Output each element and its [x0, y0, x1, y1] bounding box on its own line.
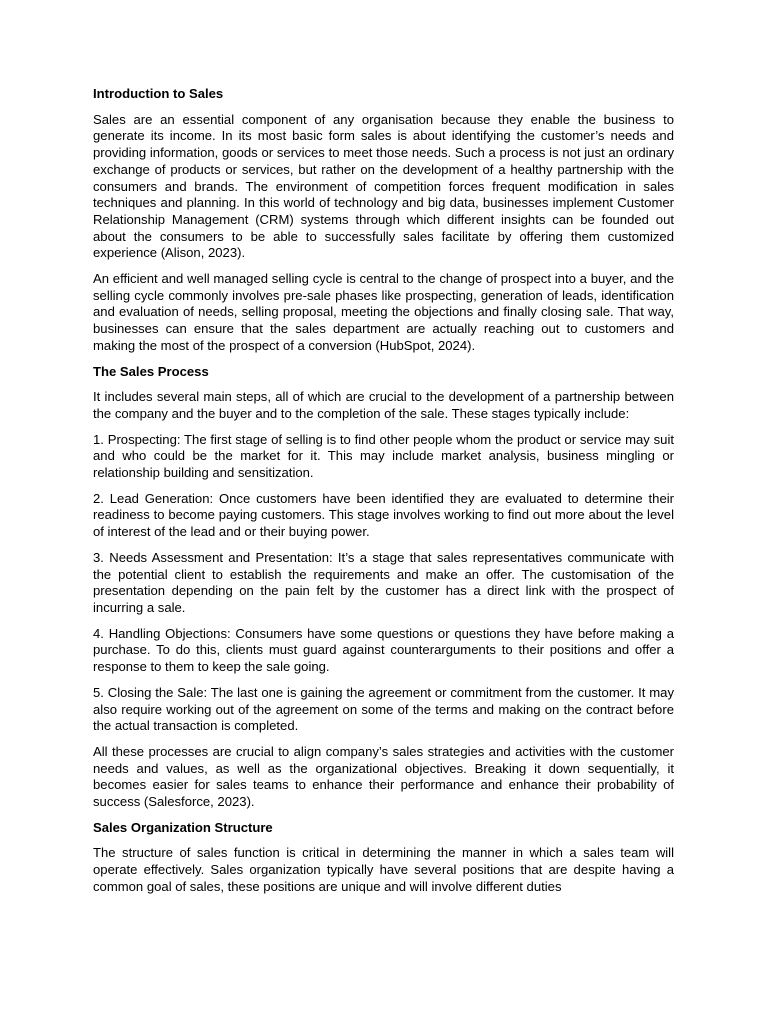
- list-item-prospecting: 1. Prospecting: The first stage of selling is to find other people whom the product or service may suit and who could be the market for it. This may include market analysis, business mingling or relationship building and sensitization.: [93, 431, 674, 481]
- paragraph-process-summary: All these processes are crucial to align company’s sales strategies and activities with the customer needs and values, as well as the organizational objectives. Breaking it down sequentially, it becomes easier for sales teams to enhance their performance and enhance their probability of success (Salesforce, 2023).: [93, 743, 674, 810]
- paragraph-process-intro: It includes several main steps, all of which are crucial to the development of a partnership between the company and the buyer and to the completion of the sale. These stages typically include:: [93, 389, 674, 421]
- heading-the-sales-process: The Sales Process: [93, 363, 209, 379]
- heading-introduction-to-sales: Introduction to Sales: [93, 86, 224, 101]
- paragraph-selling-cycle: An efficient and well managed selling cycle is central to the change of prospect into a buyer, and the selling cycle commonly involves pre-sale phases like prospecting, generation of leads, identification and evaluation of needs, selling proposal, meeting the objections and finally closing sale. That way, businesses can ensure that the sales department are actually reaching out to customers and making the most of the prospect of a conversion (HubSpot, 2024).: [93, 271, 674, 353]
- paragraph-organization-structure: The structure of sales function is critical in determining the manner in which a sales team will operate effectively. Sales organization typically have several positions that are despite having a common goal of sales, these positions are unique and will involve different duties: [93, 845, 674, 894]
- paragraph-sales-intro: Sales are an essential component of any organisation because they enable the business to generate its income. In its most basic form sales is about identifying the customer’s needs and providing information, goods or services to meet those needs. Such a process is not just an ordinary exchange of products or services, but rather on the development of a healthy partnership with the consumers and brands. The environment of competition forces frequent modification in sales techniques and planning. In this world of technology and big data, businesses implement Customer Relationship Management (CRM) systems through which different insights can be founded out about the consumers to be able to successfully sales facilitate by offering them customized experience (Alison, 2023).: [93, 111, 674, 261]
- document-page: [93, 86, 674, 905]
- list-item-closing-the-sale: 5. Closing the Sale: The last one is gaining the agreement or commitment from the customer. It may also require working out of the agreement on some of the terms and making on the contract before the actual transaction is completed.: [93, 684, 674, 734]
- heading-sales-organization-structure: Sales Organization Structure: [93, 819, 273, 835]
- list-item-handling-objections: 4. Handling Objections: Consumers have some questions or questions they have before making a purchase. To do this, clients must guard against counterarguments to their positions and offer a response to them to keep the sale going.: [93, 625, 674, 675]
- list-item-needs-assessment: 3. Needs Assessment and Presentation: It’s a stage that sales representatives communicate with the potential client to establish the requirements and make an offer. The customisation of the presentation depending on the pain felt by the customer has a direct link with the prospect of incurring a sale.: [93, 549, 674, 615]
- list-item-lead-generation: 2. Lead Generation: Once customers have been identified they are evaluated to determine their readiness to become paying customers. This stage involves working to find out more about the level of interest of the lead and or their buying power.: [93, 490, 674, 540]
